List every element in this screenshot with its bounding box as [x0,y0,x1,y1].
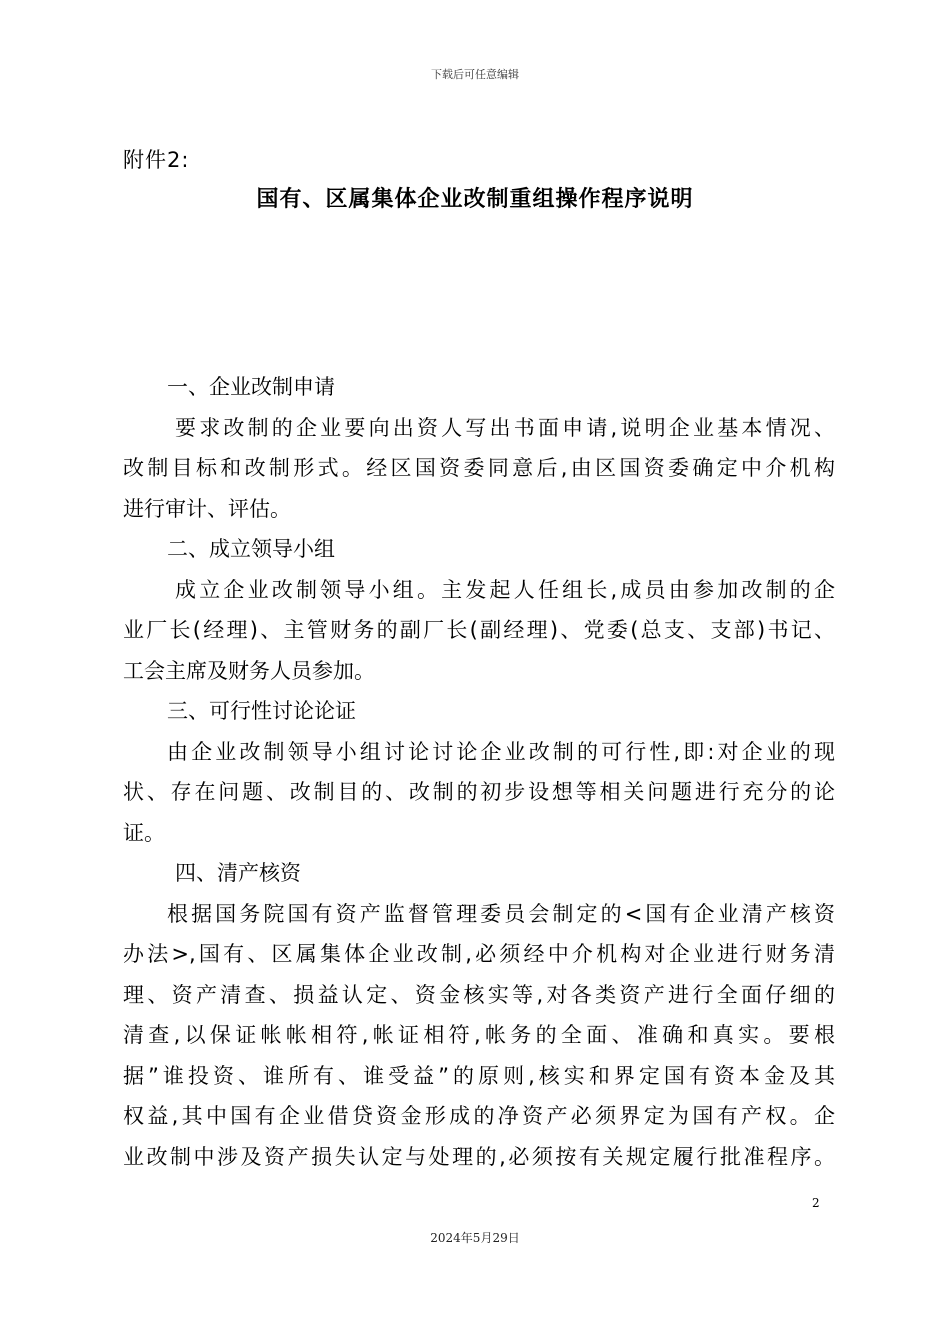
paragraph-line: 业厂长(经理)、主管财务的副厂长(副经理)、党委(总支、支部)书记、 [123,618,835,642]
section-heading: 一、企业改制申请 [167,375,335,399]
paragraph-line: 业改制中涉及资产损失认定与处理的,必须按有关规定履行批准程序。 [123,1144,835,1169]
page-number: 2 [812,1196,820,1210]
paragraph-line: 由企业改制领导小组讨论讨论企业改制的可行性,即:对企业的现 [167,739,835,764]
paragraph-line: 证。 [123,820,165,845]
paragraph-line: 状、存在问题、改制目的、改制的初步设想等相关问题进行充分的论 [123,780,835,804]
paragraph-line: 理、资产清查、损益认定、资金核实等,对各类资产进行全面仔细的 [123,982,835,1007]
document-title: 国有、区属集体企业改制重组操作程序说明 [256,187,694,212]
paragraph-line: 据”谁投资、谁所有、谁受益”的原则,核实和界定国有资本金及其 [123,1063,835,1088]
paragraph-line: 要求改制的企业要向出资人写出书面申请,说明企业基本情况、 [175,415,835,440]
section-heading: 四、清产核资 [175,861,301,885]
paragraph-line: 工会主席及财务人员参加。 [123,658,375,683]
paragraph-line: 权益,其中国有企业借贷资金形成的净资产必须界定为国有产权。企 [123,1104,835,1128]
paragraph-line: 成立企业改制领导小组。主发起人任组长,成员由参加改制的企 [175,577,835,602]
document-body [123,367,835,1177]
footer-date: 2024年5月29日 [430,1231,520,1245]
page-header: 下载后可任意编辑 [431,68,519,81]
attachment-label: 附件2: [123,148,190,172]
paragraph-line: 清查,以保证帐帐相符,帐证相符,帐务的全面、准确和真实。要根 [123,1023,835,1047]
paragraph-line: 根据国务院国有资产监督管理委员会制定的<国有企业清产核资 [167,901,835,926]
paragraph-line: 改制目标和改制形式。经区国资委同意后,由区国资委确定中介机构 [123,456,835,480]
paragraph-line: 进行审计、评估。 [123,496,291,521]
section-heading: 三、可行性讨论论证 [167,699,356,723]
section-heading: 二、成立领导小组 [167,537,335,561]
paragraph-line: 办法>,国有、区属集体企业改制,必须经中介机构对企业进行财务清 [123,942,835,966]
